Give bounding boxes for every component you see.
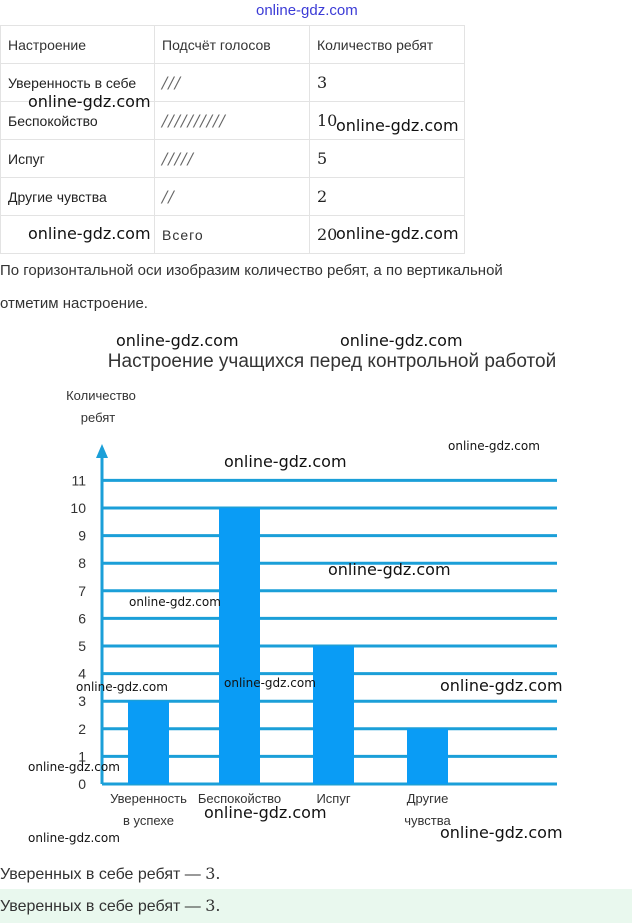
row-tally: ///// <box>155 140 310 178</box>
mood-table <box>0 25 465 254</box>
chart-title: Настроение учащихся перед контрольной работой <box>107 351 557 372</box>
header-tally: Подсчёт голосов <box>155 26 310 64</box>
watermark: online-gdz.com <box>440 823 563 842</box>
watermark: online-gdz.com <box>129 595 221 609</box>
total-value: 20 <box>310 216 465 254</box>
answer-highlight <box>0 889 632 923</box>
row-mood: Уверенность в себе <box>1 64 155 102</box>
watermark: online-gdz.com <box>328 560 451 579</box>
row-mood: Другие чувства <box>1 178 155 216</box>
table-row <box>1 178 465 216</box>
row-count: 3 <box>310 64 465 102</box>
row-tally: // <box>155 178 310 216</box>
y-tick-label: 0 <box>78 776 86 792</box>
y-tick-label: 5 <box>78 638 86 654</box>
y-tick-label: 3 <box>78 693 86 710</box>
y-tick-label: 11 <box>71 472 86 489</box>
paragraph-line-1: По горизонтальной оси изобразим количество ребят, а по вертикальной <box>0 262 503 279</box>
answer-line <box>0 864 220 884</box>
watermark: online-gdz.com <box>224 452 347 471</box>
x-category-label: Испуг <box>316 791 351 806</box>
y-tick-label: 7 <box>78 582 86 599</box>
x-category-label: Беспокойство <box>197 791 282 806</box>
watermark: online-gdz.com <box>28 224 151 243</box>
row-mood: Беспокойство <box>1 102 155 140</box>
watermark: online-gdz.com <box>224 676 316 690</box>
bar <box>407 729 448 784</box>
bar <box>313 646 354 784</box>
paragraph-line-2: отметим настроение. <box>0 295 148 312</box>
table-row <box>1 140 465 178</box>
y-axis-arrow <box>96 444 108 458</box>
bar <box>128 701 169 784</box>
y-tick-label: 6 <box>78 610 86 627</box>
x-category-label: в успехе <box>123 813 174 828</box>
x-category-label: Уверенность <box>110 791 187 806</box>
row-mood: Испуг <box>1 140 155 178</box>
y-tick-label: 2 <box>78 720 86 737</box>
row-tally: ////////// <box>155 102 310 140</box>
row-count: 10 <box>310 102 465 140</box>
y-tick-label: 8 <box>78 555 86 572</box>
answer-number: 3. <box>205 896 221 915</box>
watermark: online-gdz.com <box>336 224 459 243</box>
watermark: online-gdz.com <box>204 803 327 822</box>
y-tick-label: 9 <box>78 527 86 544</box>
watermark: online-gdz.com <box>28 760 120 774</box>
total-label: Всего <box>155 216 310 254</box>
header-mood: Настроение <box>1 26 155 64</box>
watermark: online-gdz.com <box>28 831 120 845</box>
answer-number: 3. <box>205 864 221 883</box>
y-tick-label: 4 <box>78 665 86 682</box>
watermark: online-gdz.com <box>340 331 463 350</box>
row-count: 2 <box>310 178 465 216</box>
row-tally: /// <box>155 64 310 102</box>
y-tick-label: 1 <box>78 748 86 765</box>
answer-text: Уверенных в себе ребят — <box>0 898 206 915</box>
y-axis-label: ребят <box>80 410 116 425</box>
watermark: online-gdz.com <box>440 676 563 695</box>
watermark: online-gdz.com <box>28 92 151 111</box>
watermark: online-gdz.com <box>336 116 459 135</box>
bar <box>219 508 260 784</box>
y-tick-label: 10 <box>70 500 86 516</box>
x-category-label: Другие <box>406 791 449 806</box>
header-count: Количество ребят <box>310 26 465 64</box>
answer-text: Уверенных в себе ребят — <box>0 866 206 883</box>
watermark: online-gdz.com <box>76 680 168 694</box>
row-count: 5 <box>310 140 465 178</box>
watermark: online-gdz.com <box>448 439 540 453</box>
x-category-label: чувства <box>404 813 451 828</box>
table-header-row <box>1 26 465 64</box>
y-axis-label: Количество <box>66 388 136 403</box>
watermark: online-gdz.com <box>116 331 239 350</box>
header-site-link[interactable]: online-gdz.com <box>256 2 358 19</box>
